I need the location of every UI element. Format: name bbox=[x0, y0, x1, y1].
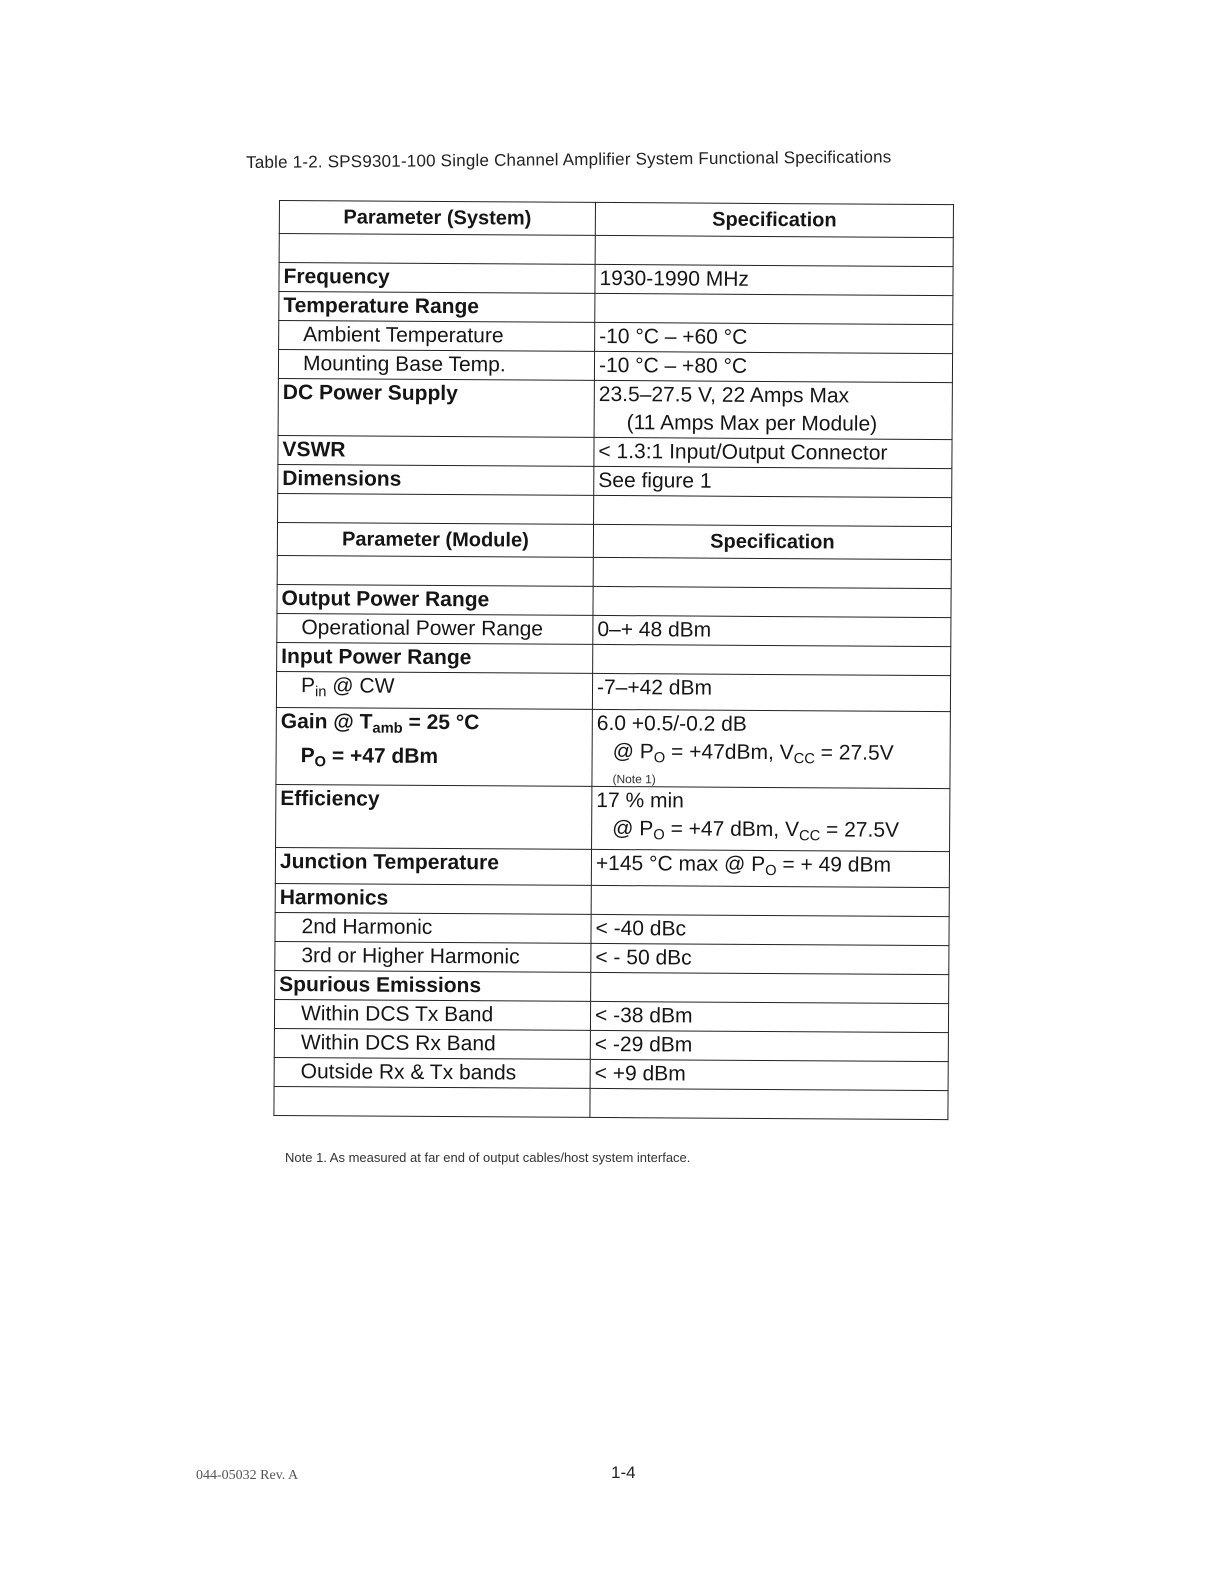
param-temperature-range: Temperature Range bbox=[279, 292, 595, 323]
spec-operational-power-range: 0–+ 48 dBm bbox=[593, 615, 951, 646]
spec-table-wrapper bbox=[273, 200, 953, 1120]
spec-temperature-range bbox=[595, 293, 953, 324]
param-second-harmonic: 2nd Harmonic bbox=[301, 915, 433, 939]
blank-row bbox=[277, 555, 951, 588]
param-dimensions: Dimensions bbox=[278, 464, 594, 495]
table-row bbox=[277, 613, 951, 646]
blank-row bbox=[279, 234, 953, 267]
param-mounting-base-temp: Mounting Base Temp. bbox=[302, 352, 506, 377]
table-row bbox=[277, 642, 951, 675]
spec-outside-bands: < +9 dBm bbox=[590, 1059, 948, 1090]
spec-dc-power-line1: 23.5–27.5 V, 22 Amps Max bbox=[598, 382, 850, 408]
table-row bbox=[275, 941, 949, 974]
header-spec-module: Specification bbox=[593, 524, 951, 559]
header-param-system: Parameter (System) bbox=[279, 201, 595, 236]
table-row bbox=[278, 378, 952, 439]
table-row bbox=[279, 263, 953, 296]
table-row bbox=[277, 584, 951, 617]
param-operational-power-range: Operational Power Range bbox=[301, 616, 544, 641]
table-row bbox=[278, 464, 952, 497]
spec-tx-band: < -38 dBm bbox=[590, 1001, 948, 1032]
spec-pin-cw: -7–+42 dBm bbox=[592, 673, 950, 711]
spec-efficiency: 17 % min @ $P_O = +47$ dBm, $V_{CC} = 27.5V$ bbox=[592, 786, 950, 851]
spec-dimensions: See figure 1 bbox=[594, 466, 952, 497]
param-rx-band: Within DCS Rx Band bbox=[300, 1031, 496, 1056]
spec-junction-temperature: +145 °C max @ $P_O$ = + 49 dBm bbox=[591, 849, 949, 887]
table-row bbox=[278, 435, 952, 468]
spec-second-harmonic: < -40 dBc bbox=[591, 914, 949, 945]
param-input-power-range: Input Power Range bbox=[277, 642, 593, 673]
table-row bbox=[275, 970, 949, 1003]
header-param-module: Parameter (Module) bbox=[277, 522, 593, 557]
spec-vswr: < 1.3:1 Input/Output Connector bbox=[594, 437, 952, 468]
param-output-power-range: Output Power Range bbox=[277, 584, 593, 615]
param-ambient-temperature: Ambient Temperature bbox=[303, 323, 504, 348]
table-row bbox=[275, 883, 949, 916]
param-pin-cw: $P_{in}$ @ CW bbox=[300, 674, 395, 701]
spec-table bbox=[273, 200, 954, 1120]
spec-dc-power-line2: (11 Amps Max per Module) bbox=[626, 411, 878, 436]
spec-ambient-temperature: -10 °C – +60 °C bbox=[595, 322, 953, 353]
table-row bbox=[274, 1028, 948, 1061]
param-third-harmonic: 3rd or Higher Harmonic bbox=[301, 944, 520, 969]
footnote: Note 1. As measured at far end of output cables/host system interface. bbox=[285, 1150, 691, 1165]
spec-third-harmonic: < - 50 dBc bbox=[591, 943, 949, 974]
table-row bbox=[275, 912, 949, 945]
spec-frequency: 1930-1990 MHz bbox=[595, 264, 953, 295]
param-harmonics: Harmonics bbox=[275, 883, 591, 914]
table-caption: Table 1-2. SPS9301-100 Single Channel Amplifier System Functional Specifications bbox=[246, 147, 892, 172]
spec-dc-power-supply bbox=[594, 380, 952, 439]
table-row bbox=[275, 847, 949, 887]
blank-row bbox=[278, 493, 952, 526]
table-row bbox=[279, 292, 953, 325]
table-row bbox=[274, 1057, 948, 1090]
table-row bbox=[279, 321, 953, 354]
module-header-row bbox=[277, 522, 951, 559]
param-dc-power-supply: DC Power Supply bbox=[278, 378, 594, 437]
param-vswr: VSWR bbox=[278, 435, 594, 466]
param-gain: Gain @ $T_{amb} = 25$ °C $P_O = +47$ dBm bbox=[276, 707, 592, 786]
table-row bbox=[276, 671, 950, 711]
table-row bbox=[274, 999, 948, 1032]
table-row bbox=[276, 784, 950, 851]
spec-gain: 6.0 +0.5/-0.2 dB @ $P_O = +47dBm$, $V_{CC} = 27.5V$ (Note 1) bbox=[592, 709, 950, 788]
blank-row bbox=[274, 1086, 948, 1119]
table-row bbox=[276, 707, 950, 788]
param-junction-temperature: Junction Temperature bbox=[275, 847, 591, 885]
gain-note: (Note 1) bbox=[612, 772, 656, 787]
param-efficiency: Efficiency bbox=[276, 784, 592, 849]
page-number: 1-4 bbox=[611, 1463, 636, 1482]
param-spurious-emissions: Spurious Emissions bbox=[275, 970, 591, 1001]
system-header-row bbox=[279, 201, 953, 238]
param-outside-bands: Outside Rx & Tx bands bbox=[300, 1060, 517, 1085]
param-tx-band: Within DCS Tx Band bbox=[300, 1002, 494, 1027]
param-frequency: Frequency bbox=[279, 263, 595, 294]
table-row bbox=[278, 350, 952, 383]
document-number: 044-05032 Rev. A bbox=[196, 1468, 299, 1483]
spec-mounting-base-temp: -10 °C – +80 °C bbox=[594, 351, 952, 382]
spec-rx-band: < -29 dBm bbox=[590, 1030, 948, 1061]
header-spec-system: Specification bbox=[595, 202, 953, 237]
